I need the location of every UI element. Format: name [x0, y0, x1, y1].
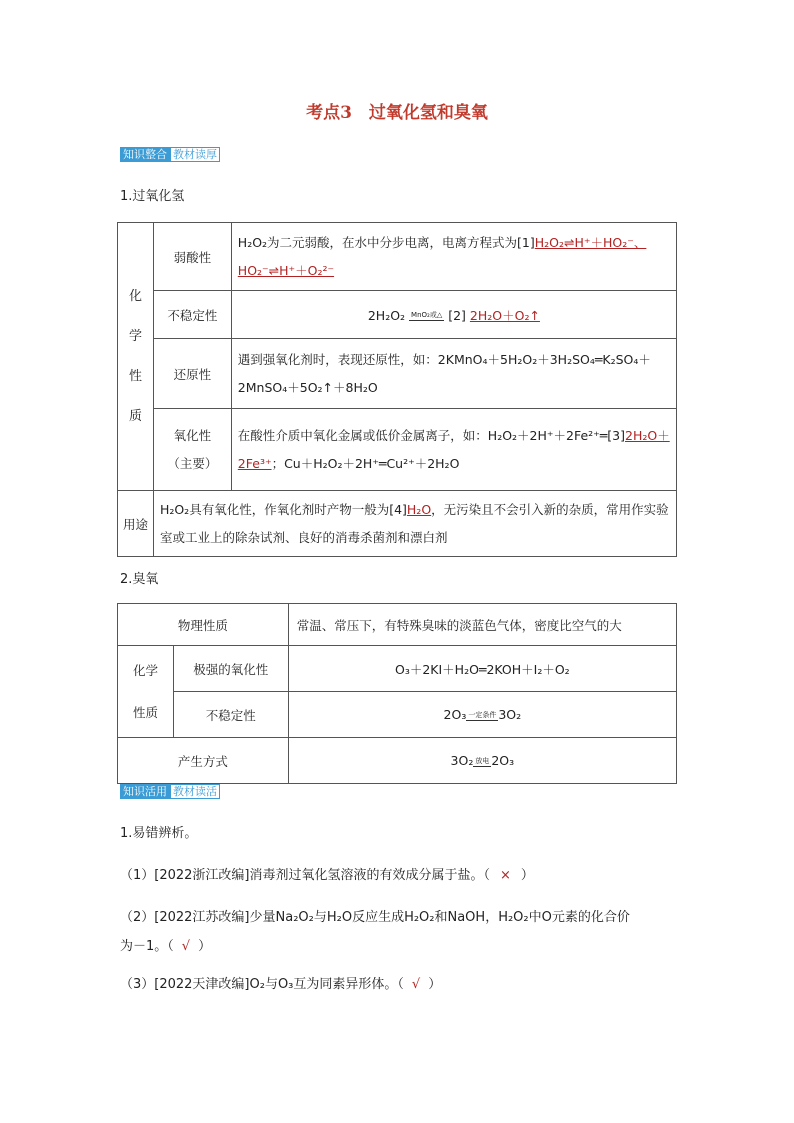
section-title-h2o2: 1.过氧化氢: [120, 189, 185, 204]
section-title-ozone: 2.臭氧: [120, 572, 159, 587]
strong-oxidizing-equation: O₃＋2KI＋H₂O═2KOH＋I₂＋O₂: [288, 646, 676, 692]
knowledge-integration-tag: [120, 147, 220, 162]
exercise-title: 1.易错辨析。: [120, 826, 198, 841]
knowledge-application-tag: [120, 784, 220, 799]
physical-content: 常温、常压下，有特殊臭味的淡蓝色气体，密度比空气的大: [288, 604, 676, 646]
page-title: 考点3 过氧化氢和臭氧: [306, 103, 488, 123]
weak-acid-content: H₂O₂为二元弱酸，在水中分步电离，电离方程式为[1]H₂O₂⇌H⁺＋HO₂⁻、HO₂⁻⇌H⁺＋O₂²⁻: [231, 223, 676, 291]
tag-label: 知识整合: [120, 147, 170, 162]
ozone-properties-table: [117, 603, 677, 784]
row-label-ozone-instability: 不稳定性: [173, 692, 288, 738]
instability-content: 2H₂O₂ MnO₂或△ [2] 2H₂O＋O₂↑: [231, 291, 676, 339]
answer-mark: √: [181, 939, 191, 954]
row-label-weak-acid: 弱酸性: [153, 223, 231, 291]
tag-sublabel: 教材读活: [170, 784, 220, 799]
answer-1: H₂O₂⇌H⁺＋HO₂⁻、HO₂⁻⇌H⁺＋O₂²⁻: [237, 234, 647, 278]
group-label-chemical-properties: 化 学 性 质: [118, 223, 154, 491]
row-label-reducibility: 还原性: [153, 339, 231, 409]
answer-2: 2H₂O＋O₂↑: [469, 307, 540, 323]
oxidizing-content: 在酸性介质中氧化金属或低价金属离子，如：H₂O₂＋2H⁺＋2Fe²⁺═[3]2H₂O＋2Fe³⁺；Cu＋H₂O₂＋2H⁺═Cu²⁺＋2H₂O: [231, 409, 676, 491]
h2o2-properties-table: [117, 222, 677, 557]
tag-sublabel: 教材读厚: [170, 147, 220, 162]
answer-3: 2H₂O＋2Fe³⁺: [237, 427, 670, 471]
usage-content: H₂O₂具有氧化性，作氧化剂时产物一般为[4]H₂O，无污染且不会引入新的杂质，常用作实验室或工业上的除杂试剂、良好的消毒杀菌剂和漂白剂: [153, 491, 676, 557]
row-label-oxidizing: 氧化性 （主要）: [153, 409, 231, 491]
row-label-usage: 用途: [118, 491, 154, 557]
answer-4: H₂O: [406, 501, 432, 517]
reaction-condition: 放电: [475, 756, 490, 765]
reaction-condition: MnO₂或△: [411, 311, 443, 319]
row-label-instability: 不稳定性: [153, 291, 231, 339]
answer-mark: ×: [500, 868, 511, 883]
production-equation: 3O₂ 放电 2O₃: [288, 738, 676, 784]
row-label-production: 产生方式: [118, 738, 289, 784]
row-label-physical: 物理性质: [118, 604, 289, 646]
reducibility-content: 遇到强氧化剂时，表现还原性，如：2KMnO₄＋5H₂O₂＋3H₂SO₄═K₂SO₄＋2MnSO₄＋5O₂↑＋8H₂O: [231, 339, 676, 409]
row-label-strong-oxidizing: 极强的氧化性: [173, 646, 288, 692]
ozone-instability-equation: 2O₃ 一定条件 3O₂: [288, 692, 676, 738]
reaction-condition: 一定条件: [468, 710, 497, 719]
tag-label: 知识活用: [120, 784, 170, 799]
question-1: （1）[2022浙江改编]消毒剂过氧化氢溶液的有效成分属于盐。（ × ）: [120, 868, 534, 883]
question-2: （2）[2022江苏改编]少量Na₂O₂与H₂O反应生成H₂O₂和NaOH，H₂O₂中O元素的化合价 为－1。（ √ ）: [120, 910, 630, 954]
group-label-chemical: 化学 性质: [118, 646, 174, 738]
question-3: （3）[2022天津改编]O₂与O₃互为同素异形体。（ √ ）: [120, 977, 442, 992]
answer-mark: √: [411, 977, 421, 992]
